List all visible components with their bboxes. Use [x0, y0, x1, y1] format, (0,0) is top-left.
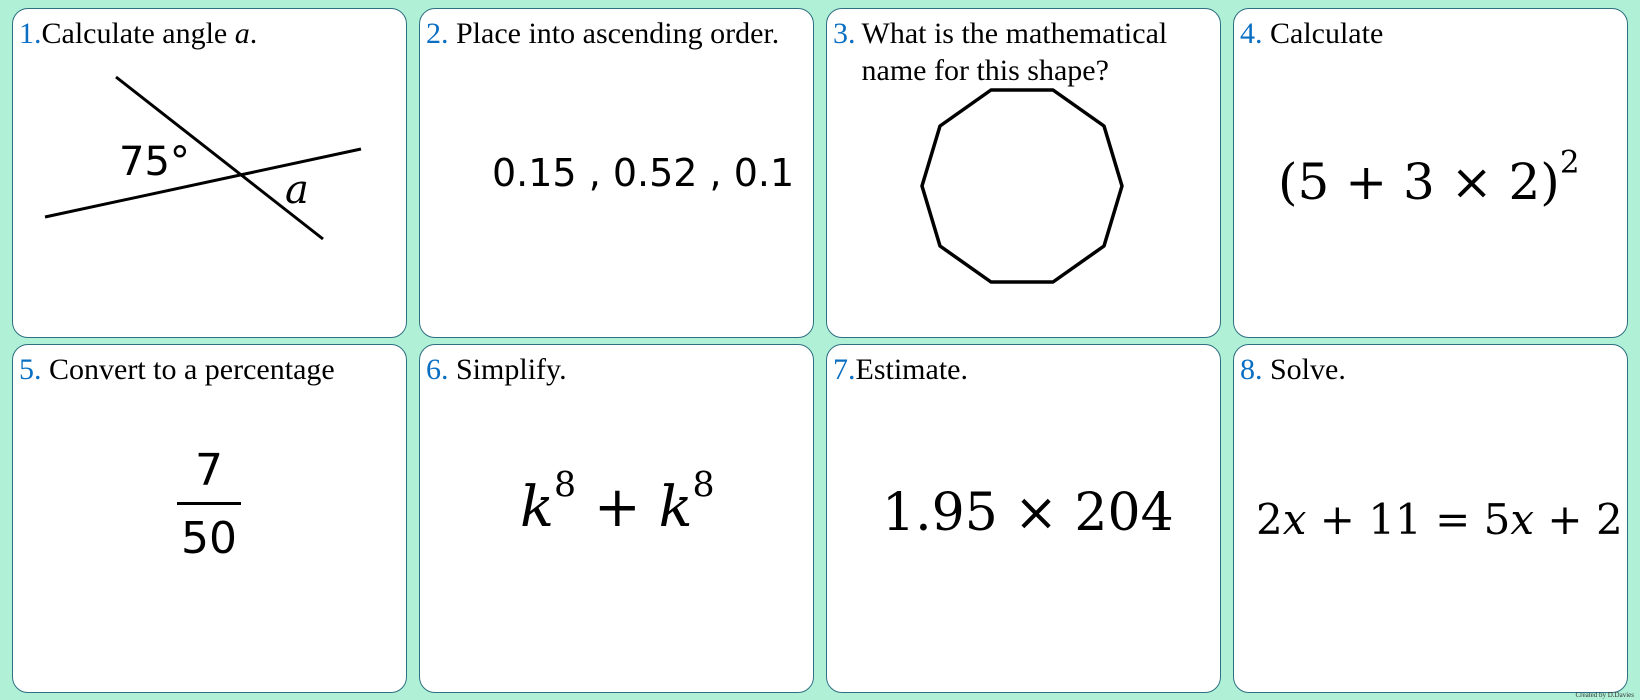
fraction: [177, 445, 241, 564]
question-text: What is the mathematical name for this shape?: [861, 17, 1168, 87]
question-header: [833, 351, 1212, 388]
question-header: [1240, 15, 1619, 52]
question-number: 4.: [1240, 17, 1263, 50]
question-card-7: [826, 344, 1221, 693]
fraction-numerator: 7: [195, 445, 223, 496]
question-text: Convert to a percentage: [49, 353, 335, 386]
question-number: 6.: [426, 353, 449, 386]
question-card-4: [1233, 8, 1628, 338]
question-header: [426, 351, 805, 388]
question-card-1: [12, 8, 407, 338]
fraction-bar: [177, 502, 241, 505]
question-text: Solve.: [1270, 353, 1346, 386]
question-text: Calculate: [1270, 17, 1384, 50]
question-card-6: [419, 344, 814, 693]
question-card-3: [826, 8, 1221, 338]
algebraic-expression: $k^8 + k^8$: [520, 465, 715, 540]
question-number: 3.: [833, 17, 856, 50]
question-header: [1240, 351, 1619, 388]
angle-label-75: 75°: [119, 139, 190, 185]
question-card-8: [1233, 344, 1628, 693]
linear-equation: 2x + 11 = 5x + 2: [1256, 495, 1623, 544]
decagon-shape: [827, 9, 1222, 339]
question-number: 1.: [19, 17, 42, 50]
estimation-expression: 1.95 × 204: [882, 483, 1174, 543]
exponent: 2: [1559, 144, 1580, 181]
question-number: 5.: [19, 353, 42, 386]
fraction-denominator: 50: [181, 513, 237, 564]
angle-label-a: a: [285, 167, 309, 213]
question-header: [426, 15, 805, 52]
order-of-operations-expression: $(5 + 3 \times 2)^2$: [1278, 144, 1580, 211]
question-text: Place into ascending order.: [456, 17, 780, 50]
credit-text: Created by D.Davies: [1575, 691, 1634, 699]
question-text: Calculate angle a.: [41, 17, 258, 50]
question-text: Estimate.: [855, 353, 968, 386]
question-text: Simplify.: [456, 353, 567, 386]
question-card-5: [12, 344, 407, 693]
question-card-2: [419, 8, 814, 338]
question-number: 7.: [833, 353, 856, 386]
decimal-list: 0.15 , 0.52 , 0.1: [492, 151, 795, 195]
intersecting-lines-diagram: [13, 9, 408, 339]
question-number: 8.: [1240, 353, 1263, 386]
question-number: 2.: [426, 17, 449, 50]
question-header: [19, 351, 398, 388]
